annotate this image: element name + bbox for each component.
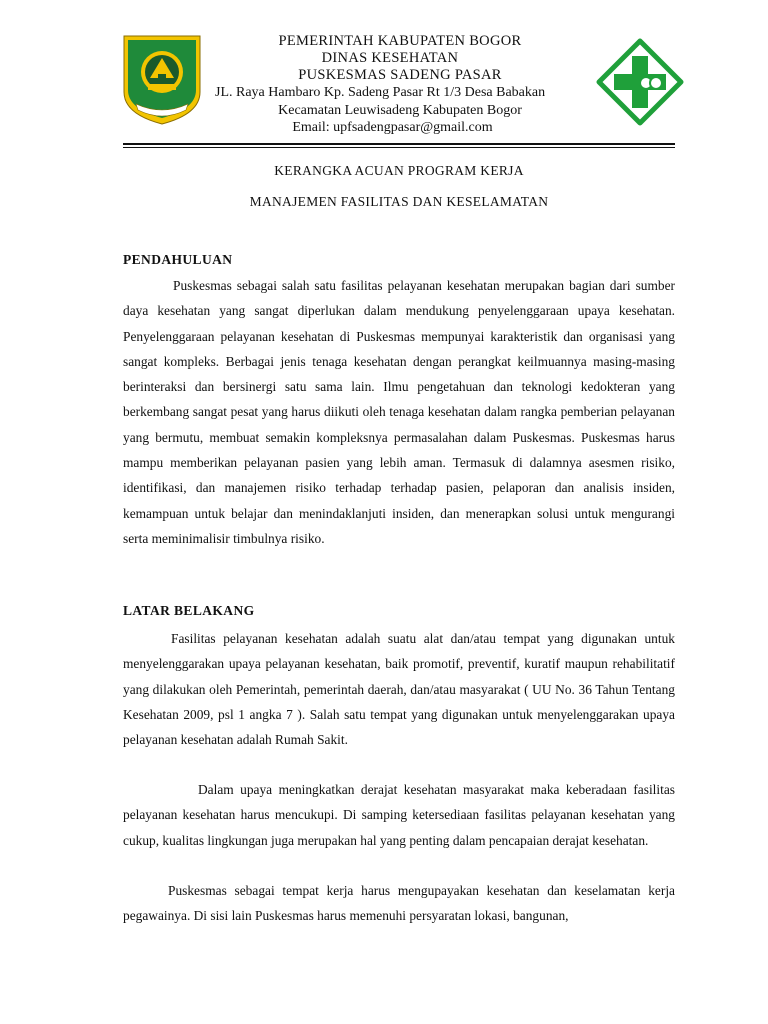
document-title-line1: KERANGKA ACUAN PROGRAM KERJA [274,163,524,178]
letterhead-divider-thick [123,143,675,145]
letterhead-divider-thin [123,147,675,148]
document-title-line2: MANAJEMEN FASILITAS DAN KESELAMATAN [249,194,549,209]
section-heading-latar-belakang: LATAR BELAKANG [123,603,255,618]
kabupaten-bogor-emblem-icon [122,34,202,126]
puskesmas-cross-icon [596,38,684,126]
letterhead-department: DINAS KESEHATAN [321,50,459,66]
paragraph-latar-belakang-3: Puskesmas sebagai tempat kerja harus mengupayakan kesehatan dan keselamatan kerja pegawainya. Di sisi lain Puskesmas harus memenuhi persyaratan lokasi, bangunan, [123,883,675,924]
paragraph-pendahuluan: Puskesmas sebagai salah satu fasilitas pelayanan kesehatan merupakan bagian dari sumber daya kesehatan yang sangat diperlukan dalam mendukung penyelenggaraan upaya kesehatan. Penyelenggaraan pelayanan kesehatan di Puskesmas mempunyai karakteristik dan organisasi yang sangat kompleks. Berbagai jenis tenaga kesehatan dengan perangkat keilmuannya masing-masing berinteraksi dan bersinergi satu sama lain. Ilmu pengetahuan dan teknologi kedokteran yang berkembang sangat pesat yang harus diikuti oleh tenaga kesehatan dalam rangka pemberian pelayanan yang bermutu, membuat semakin kompleksnya permasalahan dalam Puskesmas. Puskesmas harus mampu memberikan pelayanan pasien yang lebih aman. Termasuk di dalamnya asesmen risiko, identifikasi, dan manajemen risiko terhadap terhadap pasien, pelaporan dan analisis insiden, kemampuan untuk belajar dan menindaklanjuti insiden, dan menerapkan solusi untuk mengurangi serta meminimalisir timbulnya risiko. [123,278,675,546]
letterhead-address-line2: Kecamatan Leuwisadeng Kabupaten Bogor [278,103,522,118]
letterhead-government: PEMERINTAH KABUPATEN BOGOR [278,33,522,49]
paragraph-latar-belakang-2: Dalam upaya meningkatkan derajat kesehatan masyarakat maka keberadaan fasilitas pelayanan kesehatan harus mencukupi. Di samping ketersediaan fasilitas pelayanan kesehatan yang cukup, kualitas lingkungan juga merupakan hal yang penting dalam pencapaian derajat kesehatan. [123,782,675,848]
letterhead [200,33,600,136]
letterhead-email: Email: upfsadengpasar@gmail.com [292,120,493,135]
paragraph-latar-belakang-1: Fasilitas pelayanan kesehatan adalah suatu alat dan/atau tempat yang digunakan untuk menyelenggarakan upaya pelayanan kesehatan, baik promotif, preventif, kuratif maupun rehabilitatif yang dilakukan oleh Pemerintah, pemerintah daerah, dan/atau masyarakat ( UU No. 36 Tahun Tentang Kesehatan 2009, psl 1 angka 7 ). Salah satu tempat yang digunakan untuk menyelenggarakan upaya pelayanan kesehatan adalah Rumah Sakit. [123,631,675,748]
letterhead-puskesmas: PUSKESMAS SADENG PASAR [298,67,502,83]
letterhead-address-line1: JL. Raya Hambaro Kp. Sadeng Pasar Rt 1/3 Desa Babakan [215,85,546,100]
section-heading-pendahuluan: PENDAHULUAN [123,252,233,267]
